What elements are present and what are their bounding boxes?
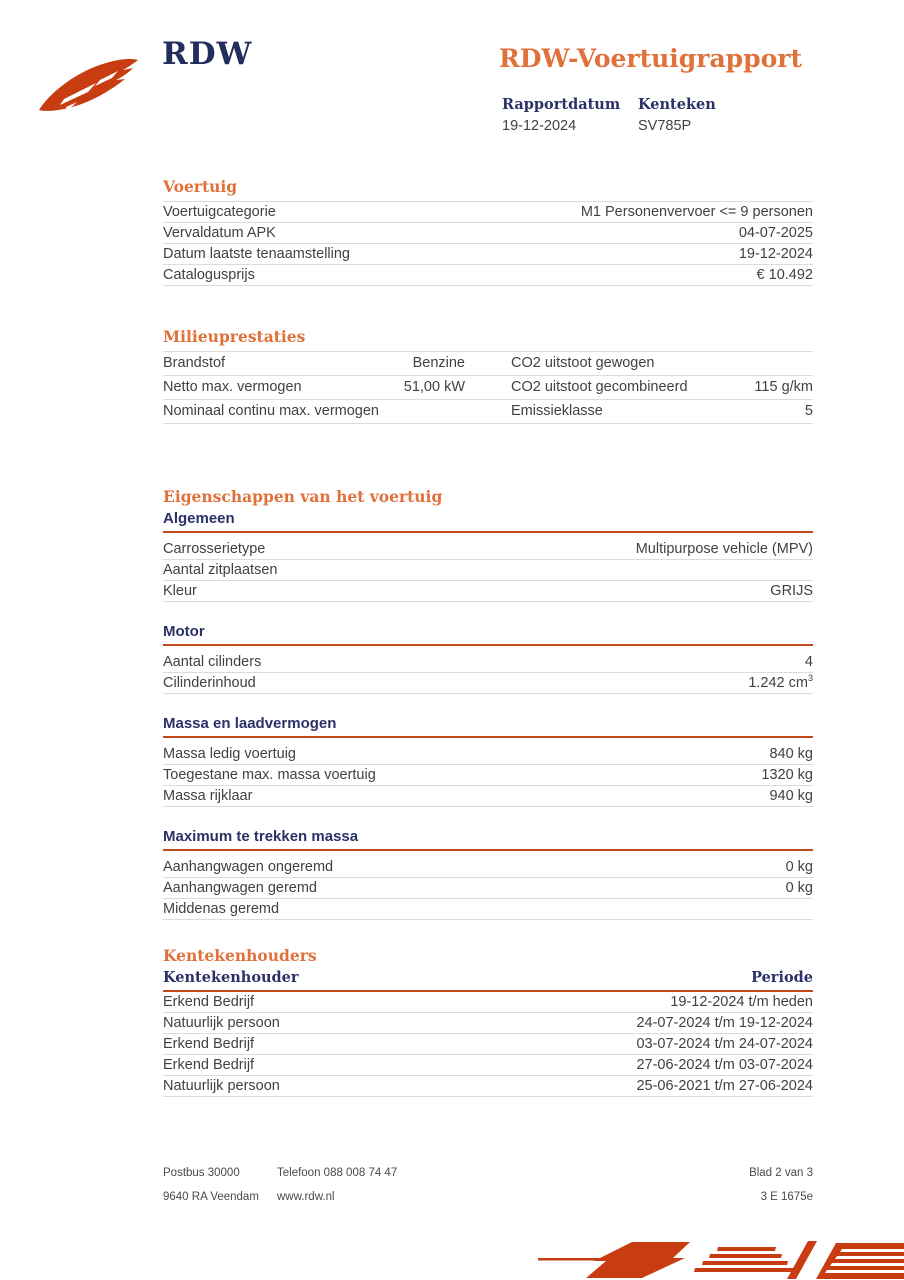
row-label: Cilinderinhoud xyxy=(163,675,256,691)
table-row xyxy=(163,1076,813,1097)
row-label: Vervaldatum APK xyxy=(163,225,276,241)
row-value: 4 xyxy=(804,654,813,670)
holder-name: Erkend Bedrijf xyxy=(163,1057,255,1073)
row-label: Massa ledig voertuig xyxy=(163,746,296,762)
row-label: Emissieklasse xyxy=(511,403,603,419)
section-title: Milieuprestaties xyxy=(163,327,306,346)
kentekenhouders-table xyxy=(163,992,813,1097)
subsection-title-trekken-massa: Maximum te trekken massa xyxy=(163,829,813,851)
row-value: M1 Personenvervoer <= 9 personen xyxy=(580,204,813,220)
footer-page-number: Blad 2 van 3 xyxy=(749,1167,813,1179)
row-label: Aanhangwagen geremd xyxy=(163,880,317,896)
holder-period: 19-12-2024 t/m heden xyxy=(670,994,813,1010)
section-title: Eigenschappen van het voertuig xyxy=(163,487,443,506)
row-label: Middenas geremd xyxy=(163,901,280,917)
footer-website: www.rdw.nl xyxy=(277,1191,335,1203)
section-milieuprestaties xyxy=(163,329,813,424)
report-meta xyxy=(502,96,774,134)
table-row xyxy=(163,352,813,376)
table-row xyxy=(163,400,813,424)
row-value: 115 g/km xyxy=(754,379,813,395)
row-value: Multipurpose vehicle (MPV) xyxy=(635,541,813,557)
row-label: Toegestane max. massa voertuig xyxy=(163,767,376,783)
section-title: Voertuig xyxy=(163,177,238,196)
subsection-title-massa: Massa en laadvermogen xyxy=(163,716,813,738)
report-date-label: Rapportdatum xyxy=(502,96,621,113)
row-label: Carrosserietype xyxy=(163,541,266,557)
license-plate-block xyxy=(638,96,774,134)
holder-period: 03-07-2024 t/m 24-07-2024 xyxy=(636,1036,813,1052)
column-header-kentekenhouder: Kentekenhouder xyxy=(163,969,299,986)
column-header-periode: Periode xyxy=(751,969,813,986)
holder-period: 27-06-2024 t/m 03-07-2024 xyxy=(636,1057,813,1073)
algemeen-table xyxy=(163,539,813,602)
row-value: 51,00 kW xyxy=(403,379,465,395)
milieu-table xyxy=(163,351,813,424)
row-value: 940 kg xyxy=(769,788,813,804)
holder-name: Natuurlijk persoon xyxy=(163,1015,280,1031)
table-row xyxy=(163,560,813,581)
table-row xyxy=(163,202,813,223)
holder-name: Natuurlijk persoon xyxy=(163,1078,280,1094)
row-label: Voertuigcategorie xyxy=(163,204,276,220)
subsection-title-motor: Motor xyxy=(163,624,813,646)
massa-table xyxy=(163,744,813,807)
row-label: Brandstof xyxy=(163,355,226,371)
section-eigenschappen xyxy=(163,489,813,920)
row-label: Aantal zitplaatsen xyxy=(163,562,278,578)
table-row xyxy=(163,265,813,286)
row-right-pair xyxy=(511,376,813,399)
row-label: CO2 uitstoot gewogen xyxy=(511,355,655,371)
table-row xyxy=(163,857,813,878)
report-date-block xyxy=(502,96,638,134)
holder-period: 25-06-2021 t/m 27-06-2024 xyxy=(636,1078,813,1094)
rdw-feather-logo-icon xyxy=(36,56,142,114)
row-right-pair xyxy=(511,400,813,423)
bottom-stripes-decoration-icon xyxy=(524,1240,904,1280)
table-row xyxy=(163,539,813,560)
motor-table xyxy=(163,652,813,694)
row-right-pair xyxy=(511,352,813,375)
row-value: Benzine xyxy=(412,355,465,371)
table-row xyxy=(163,652,813,673)
row-label: Catalogusprijs xyxy=(163,267,255,283)
kentekenhouders-header-row xyxy=(163,970,813,992)
license-plate-label: Kenteken xyxy=(638,96,716,113)
table-row xyxy=(163,878,813,899)
row-value: 0 kg xyxy=(785,880,813,896)
subsection-title-algemeen: Algemeen xyxy=(163,511,813,533)
row-label: Kleur xyxy=(163,583,197,599)
row-value: 1.242 $cm^3$ xyxy=(748,673,813,691)
voertuig-table xyxy=(163,201,813,286)
table-row xyxy=(163,786,813,807)
row-label: Aanhangwagen ongeremd xyxy=(163,859,334,875)
row-label: Massa rijklaar xyxy=(163,788,253,804)
table-row xyxy=(163,581,813,602)
table-row xyxy=(163,673,813,694)
row-label: CO2 uitstoot gecombineerd xyxy=(511,379,688,395)
report-date-value: 19-12-2024 xyxy=(502,118,577,134)
table-row xyxy=(163,376,813,400)
row-value: 840 kg xyxy=(769,746,813,762)
section-voertuig xyxy=(163,179,813,286)
table-row xyxy=(163,244,813,265)
footer-address-line2: 9640 RA Veendam xyxy=(163,1191,259,1203)
table-row xyxy=(163,223,813,244)
row-left-pair xyxy=(163,400,465,423)
holder-period: 24-07-2024 t/m 19-12-2024 xyxy=(636,1015,813,1031)
row-label: Datum laatste tenaamstelling xyxy=(163,246,350,262)
row-value: 1320 kg xyxy=(761,767,813,783)
row-value: € 10.492 xyxy=(756,267,813,283)
footer-doc-code: 3 E 1675e xyxy=(760,1191,813,1203)
page-title: RDW-Voertuigrapport xyxy=(499,44,803,73)
rdw-wordmark: RDW xyxy=(162,36,253,72)
row-left-pair xyxy=(163,352,465,375)
row-label: Nominaal continu max. vermogen xyxy=(163,403,379,419)
row-label: Netto max. vermogen xyxy=(163,379,302,395)
holder-name: Erkend Bedrijf xyxy=(163,1036,255,1052)
footer-phone: Telefoon 088 008 74 47 xyxy=(277,1167,398,1179)
row-value: GRIJS xyxy=(770,583,813,599)
row-left-pair xyxy=(163,376,465,399)
section-title: Kentekenhouders xyxy=(163,946,317,965)
table-row xyxy=(163,992,813,1013)
row-value: 04-07-2025 xyxy=(738,225,813,241)
row-label: Aantal cilinders xyxy=(163,654,262,670)
table-row xyxy=(163,1055,813,1076)
table-row xyxy=(163,744,813,765)
license-plate-value: SV785P xyxy=(638,118,692,134)
row-value: 0 kg xyxy=(785,859,813,875)
section-kentekenhouders xyxy=(163,948,813,1097)
table-row xyxy=(163,765,813,786)
row-value: 5 xyxy=(804,403,813,419)
trekken-massa-table xyxy=(163,857,813,920)
row-value: 19-12-2024 xyxy=(738,246,813,262)
table-row xyxy=(163,899,813,920)
footer-address-line1: Postbus 30000 xyxy=(163,1167,240,1179)
table-row xyxy=(163,1034,813,1055)
holder-name: Erkend Bedrijf xyxy=(163,994,255,1010)
table-row xyxy=(163,1013,813,1034)
